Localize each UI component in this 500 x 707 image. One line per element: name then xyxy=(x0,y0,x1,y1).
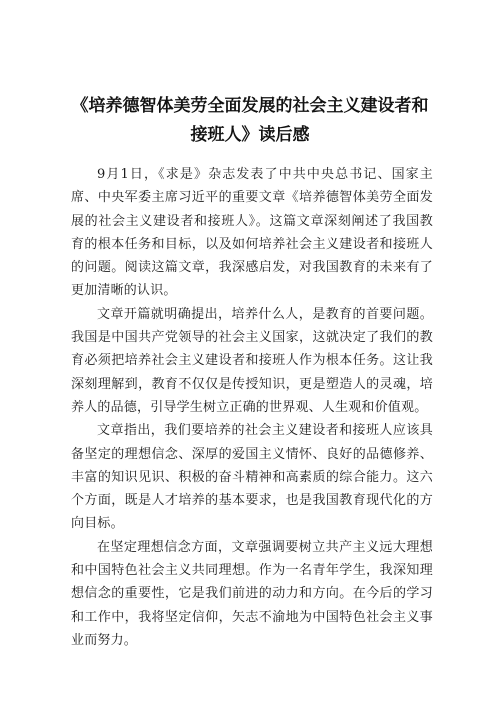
paragraph-2: 文章开篇就明确提出，培养什么人，是教育的首要问题。我国是中国共产党领导的社会主义国家，这就决定了我们的教育必须把培养社会主义建设者和接班人作为根本任务。这让我深刻理解到，教育不仅仅是传授知识，更是塑造人的灵魂，培养人的品德，引导学生树立正确的世界观、人生观和价值观。 xyxy=(71,306,433,415)
paragraph-3: 文章指出，我们要培养的社会主义建设者和接班人应该具备坚定的理想信念、深厚的爱国主义情怀、良好的品德修养、丰富的知识见识、积极的奋斗精神和高素质的综合能力。这六个方面，既是人才培养的基本要求，也是我国教育现代化的方向目标。 xyxy=(71,423,433,532)
paragraph-4: 在坚定理想信念方面，文章强调要树立共产主义远大理想和中国特色社会主义共同理想。作为一名青年学生，我深知理想信念的重要性，它是我们前进的动力和方向。在今后的学习和工作中，我将坚定信仰，矢志不渝地为中国特色社会主义事业而努力。 xyxy=(71,539,433,648)
document-title: 《培养德智体美劳全面发展的社会主义建设者和接班人》读后感 xyxy=(71,96,429,145)
document-body xyxy=(71,163,433,652)
paragraph-1: 9月1日，《求是》杂志发表了中共中央总书记、国家主席、中央军委主席习近平的重要文章《培养德智体美劳全面发展的社会主义建设者和接班人》。这篇文章深刻阐述了我国教育的根本任务和目标，以及如何培养社会主义建设者和接班人的问题。阅读这篇文章，我深感启发，对我国教育的未来有了更加清晰的认识。 xyxy=(71,167,433,299)
